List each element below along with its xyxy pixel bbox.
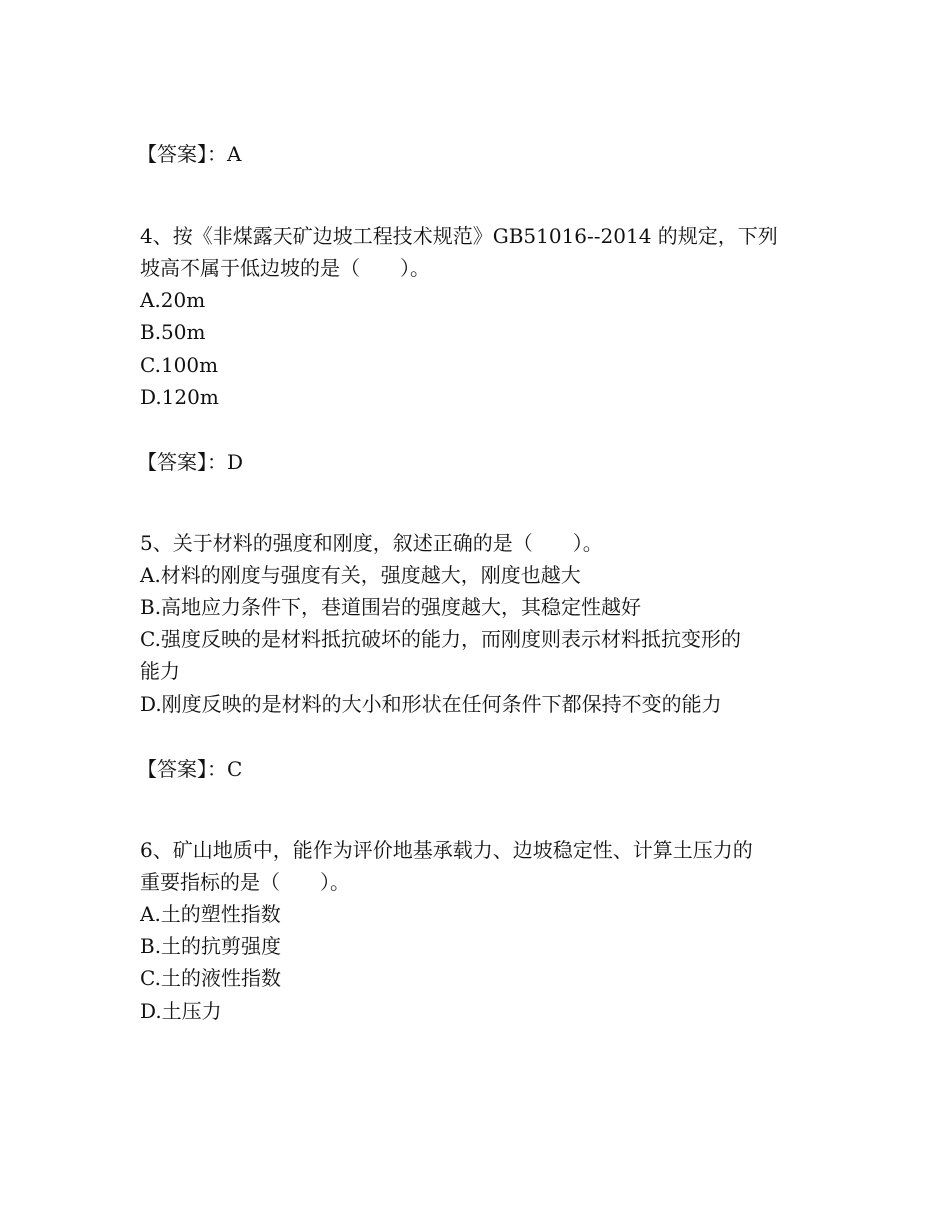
question-5-option-c-continued: 能力 [140, 659, 180, 683]
question-4-option-a: A.20m [140, 288, 206, 312]
question-4-option-d: D.120m [140, 385, 219, 409]
question-6-stem-line-1: 6、矿山地质中，能作为评价地基承载力、边坡稳定性、计算土压力的 [140, 838, 753, 862]
question-6-option-a: A.土的塑性指数 [140, 902, 281, 926]
question-4-stem-line-1: 4、按《非煤露天矿边坡工程技术规范》GB51016--2014 的规定，下列 [140, 224, 778, 248]
question-6-option-b: B.土的抗剪强度 [140, 934, 282, 958]
answer-q4: 【答案】：D [137, 450, 244, 474]
question-6-stem-line-2: 重要指标的是（ ）。 [140, 870, 350, 894]
question-5-option-b: B.高地应力条件下，巷道围岩的强度越大，其稳定性越好 [140, 595, 642, 619]
question-5-option-d: D.刚度反映的是材料的大小和形状在任何条件下都保持不变的能力 [140, 692, 722, 716]
answer-q3: 【答案】：A [137, 142, 242, 166]
question-5-option-c: C.强度反映的是材料抵抗破坏的能力，而刚度则表示材料抵抗变形的 [140, 627, 741, 651]
question-4-option-c: C.100m [140, 353, 219, 377]
answer-q5: 【答案】：C [137, 757, 243, 781]
question-6-option-d: D.土压力 [140, 999, 222, 1023]
question-5-stem-line-1: 5、关于材料的强度和刚度，叙述正确的是（ ）。 [140, 531, 603, 555]
question-5-option-a: A.材料的刚度与强度有关，强度越大，刚度也越大 [140, 563, 581, 587]
question-6-option-c: C.土的液性指数 [140, 966, 281, 990]
question-4-stem-line-2: 坡高不属于低边坡的是（ ）。 [140, 256, 430, 280]
question-4-option-b: B.50m [140, 320, 206, 344]
